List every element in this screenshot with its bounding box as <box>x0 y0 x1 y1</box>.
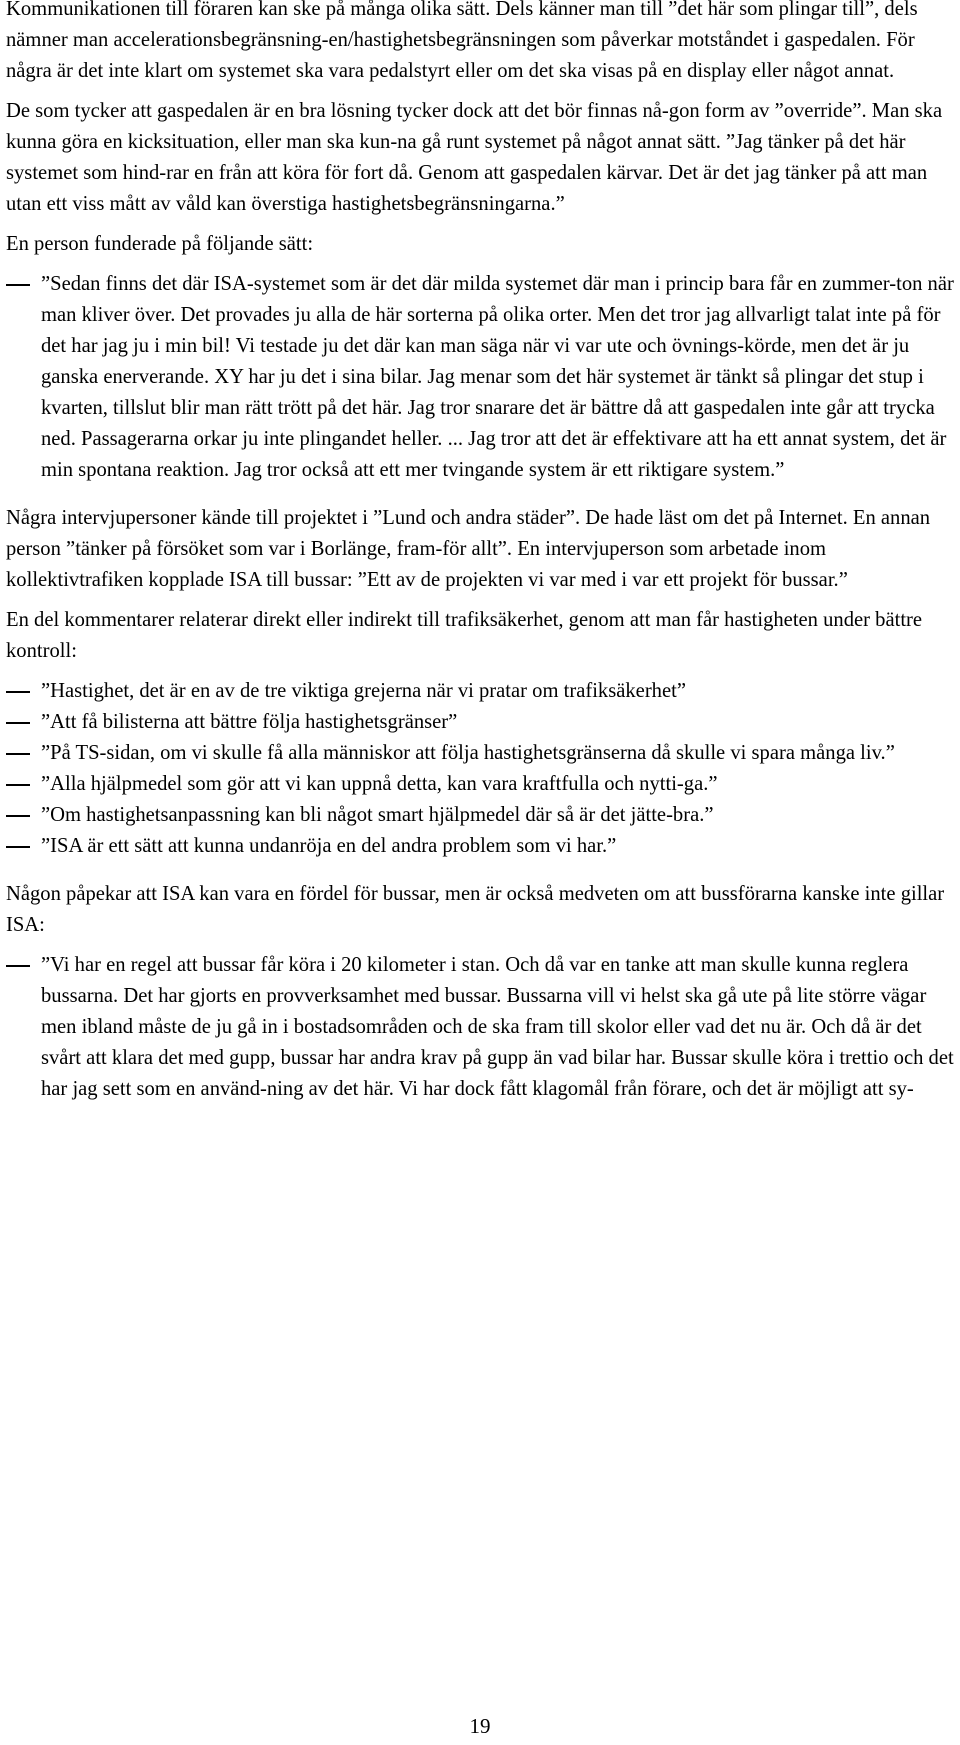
dash-bullet-icon <box>6 722 30 724</box>
dash-bullet-icon <box>6 284 30 286</box>
safety-quote-item <box>6 738 954 769</box>
paragraph-person-reflected: En person funderade på följande sätt: <box>6 233 314 255</box>
safety-quote-item <box>6 800 954 831</box>
page-number: 19 <box>469 1714 491 1738</box>
dash-bullet-icon <box>6 784 30 786</box>
quote-isa-system <box>6 269 954 486</box>
quote-text: ”ISA är ett sätt att kunna undanröja en del andra problem som vi har.” <box>41 835 617 857</box>
quote-text: ”Hastighet, det är en av de tre viktiga grejerna när vi pratar om trafiksäkerhet” <box>41 680 686 702</box>
quote-text: ”På TS-sidan, om vi skulle få alla människor att följa hastighetsgränserna då skulle vi spara många liv.” <box>41 742 895 764</box>
dash-bullet-icon <box>6 846 30 848</box>
safety-quote-item <box>6 676 954 707</box>
safety-quote-item <box>6 707 954 738</box>
quote-text: ”Att få bilisterna att bättre följa hastighetsgränser” <box>41 711 458 733</box>
safety-quote-item <box>6 769 954 800</box>
document-page <box>6 0 954 1105</box>
dash-bullet-icon <box>6 815 30 817</box>
quote-bus-regulation <box>6 950 954 1105</box>
dash-bullet-icon <box>6 753 30 755</box>
quote-text: ”Sedan finns det där ISA-systemet som är det där milda systemet där man i princip bara får en zummer-ton när man kliver över. Det provades ju alla de här sorterna på olika orter. Men det tror jag allvarligt talat inte på för det har jag ju i min bil! Vi testade ju det där kan man säga när vi var ute och övnings-körde, men det är ju ganska enerverande. XY har ju det i sina bilar. Jag menar som det här systemet är tänkt så plingar det stup i kvarten, tillslut blir man rätt trött på det här. Jag tror snarare det är bättre då att gaspedalen inte går att trycka ned. Passagerarna orkar ju inte plingandet heller. ... Jag tror att det är effektivare att ha ett annat system, det är min spontana reaktion. Jag tror också att ett mer tvingande system är ett riktigare system.” <box>41 273 954 481</box>
paragraph-known-projects: Några intervjupersoner kände till projektet i ”Lund och andra städer”. De hade läst om det på Internet. En annan person ”tänker på försöket som var i Borlänge, fram-för allt”. En intervjuperson som arbetade inom kollektivtrafiken kopplade ISA till bussar: ”Ett av de projekten vi var med i var ett projekt för bussar.” <box>6 507 931 591</box>
dash-bullet-icon <box>6 965 30 967</box>
quote-text: ”Vi har en regel att bussar får köra i 20 kilometer i stan. Och då var en tanke att man skulle kunna reglera bussarna. Det har gjorts en provverksamhet med bussar. Bussarna vill vi helst ska gå ute på lite större vägar men ibland måste de ju gå in i bostadsområden och de ska fram till skolor eller vad det nu är. Och då är det svårt att klara det med gupp, bussar har andra krav på gupp än vad bilar har. Bussar skulle köra i trettio och det har jag sett som en använd-ning av det här. Vi har dock fått klagomål från förare, och det är möjligt att sy- <box>41 954 954 1100</box>
paragraph-traffic-safety: En del kommentarer relaterar direkt eller indirekt till trafiksäkerhet, genom att man får hastigheten under bättre kontroll: <box>6 609 923 662</box>
quote-text: ”Alla hjälpmedel som gör att vi kan uppnå detta, kan vara kraftfulla och nytti-ga.” <box>41 773 718 795</box>
safety-quote-item <box>6 831 954 862</box>
quote-text: ”Om hastighetsanpassning kan bli något smart hjälpmedel där så är det jätte-bra.” <box>41 804 714 826</box>
dash-bullet-icon <box>6 691 30 693</box>
paragraph-bus-advantage: Någon påpekar att ISA kan vara en fördel för bussar, men är också medveten om att bussförarna kanske inte gillar ISA: <box>6 883 945 936</box>
paragraph-driver-communication: Kommunikationen till föraren kan ske på många olika sätt. Dels känner man till ”det här som plingar till”, dels nämner man accelerationsbegränsning-en/hastighetsbegränsningen som påverkar motståndet i gaspedalen. För några är det inte klart om systemet ska vara pedalstyrt eller om det ska visas på en display eller något annat. <box>6 0 918 82</box>
paragraph-gas-pedal-override: De som tycker att gaspedalen är en bra lösning tycker dock att det bör finnas nå-gon form av ”override”. Man ska kunna göra en kicksituation, eller man ska kun-na gå runt systemet på något annat sätt. ”Jag tänker på det här systemet som hind-rar en från att köra för fort då. Genom att gaspedalen kärvar. Det är det jag tänker på att man utan ett viss mått av våld kan överstiga hastighetsbegränsningarna.” <box>6 100 943 215</box>
